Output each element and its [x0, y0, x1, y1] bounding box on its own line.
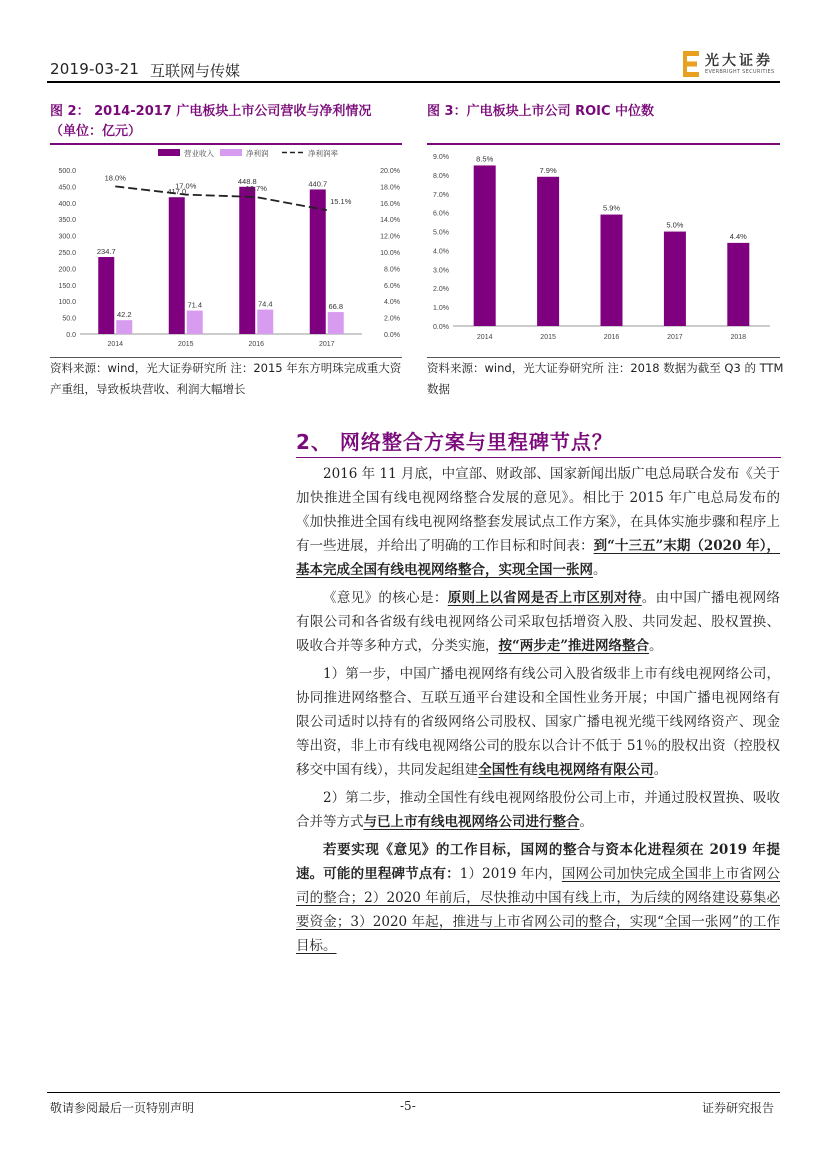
company-logo: [683, 50, 793, 80]
figure-2-source: 资料来源：wind，光大证券研究所 注：2015 年东方明珠完成重大资产重组，导致板块营收、利润大幅增长: [50, 361, 402, 396]
revenue-bar: [169, 197, 185, 334]
figure-3-caption-rule: [427, 143, 780, 145]
profit-label: 66.8: [328, 302, 344, 312]
p5-lead: 若要实现《意见》的工作目标，国网的整合与资本化进程须在 2019 年提速。可能的里程碑节点有：: [296, 842, 780, 882]
p2-highlight-1: 原则上以省网是否上市区别对待: [447, 590, 642, 606]
margin-line: [115, 186, 327, 210]
p1-text: 2016 年 11 月底，中宣部、财政部、国家新闻出版广电总局联合发布《关于加快推进全国有线电视网络整合发展的意见》。相比于 2015 年广电总局发布的《加快推进全国有线电视网络整套发展试点工作方案》，在具体实施步骤和程序上有一些进展，并给出了明确的工作目标和时间表：: [296, 466, 780, 554]
y-tick-label: 150.0: [58, 282, 76, 290]
x-tick-label: 2016: [248, 341, 265, 348]
x-tick-label: 2017: [318, 341, 335, 348]
x-tick-label: 2017: [667, 334, 683, 341]
p3-text: 1）第一步，中国广播电视网络有线公司入股省级非上市有线电视网络公司，协同推进网络整合、互联互通平台建设和全国性业务开展；中国广播电视网络有限公司适时以持有的省级网络公司股权、国家广播电视光缆干线网络资产、现金等出资，非上市有线电视网络公司的股东以合计不低于 51％的股权出资（控股权移交中国有线），共同发起组建: [296, 666, 780, 778]
roic-chart-svg: [427, 146, 780, 354]
roic-label: 5.9%: [602, 203, 621, 213]
paragraph-2: [296, 586, 780, 658]
paragraph-4: [296, 786, 780, 834]
roic-bar: [474, 165, 496, 326]
y-tick-label: 200.0: [58, 266, 76, 274]
p2-text: 《意见》的核心是：: [323, 590, 448, 606]
report-date: 2019-03-21: [50, 60, 140, 78]
p1-highlight: 到“十三五”末期（2020 年），基本完成全国有线电视网络整合，实现全国一张网: [296, 538, 780, 578]
y2-tick-label: 8.0%: [384, 266, 400, 274]
figure-2-caption-rule: [50, 143, 402, 145]
p2-text-2: 。由中国广播电视网络有限公司和各省级有线电视网络公司采取包括增资入股、共同发起、股权置换、吸收合并等多种方式，分类实施，: [296, 590, 780, 654]
section-title-rule: [296, 457, 781, 458]
y2-tick-label: 14.0%: [380, 217, 400, 225]
logo-name: 光大证券: [705, 53, 773, 69]
p4-end: 。: [579, 814, 593, 830]
p3-end: 。: [653, 762, 668, 778]
revenue-label: 417.0: [167, 187, 187, 197]
margin-label: 16.7%: [245, 184, 267, 194]
y-tick-label: 4.0%: [433, 248, 449, 256]
y-tick-label: 1.0%: [433, 305, 449, 313]
y-tick-label: 450.0: [58, 184, 76, 192]
y2-tick-label: 4.0%: [384, 299, 400, 307]
profit-label: 71.4: [187, 300, 203, 310]
p4-highlight: 与已上市有线电视网络公司进行整合: [363, 814, 580, 830]
y-tick-label: 7.0%: [433, 191, 449, 199]
roic-label: 7.9%: [539, 165, 557, 175]
p2-end: 。: [649, 638, 663, 654]
p5-text: 1）2019 年内，: [459, 866, 562, 882]
profit-label: 74.4: [257, 299, 273, 309]
revenue-label: 448.8: [237, 176, 257, 186]
y-tick-label: 6.0%: [433, 210, 449, 218]
p5-milestones: 国网公司加快完成全国非上市省网公司的整合；2）2020 年前后，尽快推动中国有线上市，为后续的网络建设募集必要资金；3）2020 年起，推进与上市省网公司的整合，实现“全国一张网”的工作目标。: [296, 866, 781, 954]
x-tick-label: 2016: [603, 334, 620, 341]
margin-label: 15.1%: [330, 197, 352, 207]
figure-3-caption: 图 3：广电板块上市公司 ROIC 中位数: [427, 104, 655, 119]
logo-subtitle: EVERBRIGHT SECURITIES: [705, 69, 775, 75]
x-tick-label: 2014: [476, 334, 493, 341]
legend-label-0: 营业收入: [184, 149, 214, 158]
roic-chart: [427, 146, 780, 354]
figure-2-caption-line2: （单位：亿元）: [50, 124, 142, 139]
section-body: [296, 462, 780, 962]
x-tick-label: 2014: [107, 341, 124, 348]
section-title: 2、 网络整合方案与里程碑节点？: [296, 430, 613, 454]
paragraph-5: [296, 838, 780, 958]
x-tick-label: 2018: [730, 334, 747, 341]
y-tick-label: 350.0: [58, 217, 76, 225]
y-tick-label: 9.0%: [433, 154, 449, 161]
y2-tick-label: 16.0%: [380, 200, 400, 208]
p1-end: 。: [593, 562, 607, 578]
roic-bar: [537, 177, 559, 326]
roic-label: 4.4%: [729, 231, 747, 241]
legend-swatch-0: [158, 149, 180, 156]
logo-mark-icon: [683, 51, 701, 77]
roic-bar: [601, 215, 623, 326]
y2-tick-label: 20.0%: [380, 168, 400, 175]
y-tick-label: 0.0%: [433, 324, 449, 331]
page-number: -5-: [400, 1099, 416, 1113]
paragraph-1: [296, 462, 780, 582]
y2-tick-label: 12.0%: [380, 233, 400, 241]
y-tick-label: 300.0: [58, 233, 76, 241]
revenue-profit-chart: [50, 146, 402, 354]
p4-text: 2）第二步，推动全国性有线电视网络股份公司上市，并通过股权置换、吸收合并等方式: [296, 790, 780, 830]
figure-3-source: 资料来源：wind，光大证券研究所 注：2018 数据为截至 Q3 的 TTM 数据: [427, 361, 784, 396]
revenue-label: 440.7: [308, 179, 328, 189]
y-tick-label: 400.0: [58, 200, 76, 208]
y-tick-label: 100.0: [58, 299, 76, 307]
roic-label: 8.5%: [476, 154, 494, 164]
figure-2-caption-line1: 图 2： 2014-2017 广电板块上市公司营收与净利情况: [50, 104, 372, 119]
header-divider: [47, 81, 780, 83]
y-tick-label: 500.0: [58, 168, 76, 175]
profit-bar: [257, 310, 273, 334]
y2-tick-label: 10.0%: [380, 250, 400, 257]
margin-label: 18.0%: [104, 173, 126, 183]
footer-report-type: 证券研究报告: [702, 1101, 775, 1115]
y-tick-label: 3.0%: [433, 267, 449, 275]
y-tick-label: 0.0: [66, 332, 76, 339]
y-tick-label: 250.0: [58, 250, 76, 257]
y2-tick-label: 2.0%: [384, 315, 400, 323]
revenue-bar: [239, 187, 255, 334]
y2-tick-label: 6.0%: [384, 282, 400, 290]
y-tick-label: 8.0%: [433, 172, 449, 180]
roic-bar: [664, 232, 686, 326]
revenue-profit-chart-svg: [50, 146, 402, 354]
y-tick-label: 2.0%: [433, 286, 449, 294]
x-tick-label: 2015: [177, 341, 194, 348]
margin-label: 17.0%: [175, 181, 197, 191]
revenue-bar: [98, 257, 114, 334]
profit-label: 42.2: [116, 310, 132, 320]
legend-label-1: 净利润: [246, 149, 269, 158]
p3-highlight: 全国性有线电视网络有限公司: [478, 762, 654, 778]
footer-divider: [47, 1092, 780, 1093]
legend-swatch-1: [220, 149, 242, 156]
x-tick-label: 2015: [540, 334, 556, 341]
y2-tick-label: 0.0%: [384, 332, 400, 339]
footer-disclaimer: 敬请参阅最后一页特别声明: [50, 1101, 195, 1115]
p2-highlight-2: 按“两步走”推进网络整合: [498, 638, 650, 654]
paragraph-3: [296, 662, 780, 782]
y2-tick-label: 18.0%: [380, 184, 400, 192]
revenue-label: 234.7: [96, 247, 116, 257]
revenue-bar: [310, 189, 326, 334]
profit-bar: [328, 312, 344, 334]
y-tick-label: 50.0: [62, 315, 76, 323]
figure-2-caption: [50, 102, 410, 142]
profit-bar: [116, 320, 132, 334]
profit-bar: [187, 311, 203, 334]
roic-label: 5.0%: [666, 220, 684, 230]
legend-label-2: 净利润率: [308, 149, 338, 158]
report-sector: 互联网与传媒: [150, 62, 241, 80]
roic-bar: [727, 243, 749, 326]
y-tick-label: 5.0%: [433, 229, 449, 237]
